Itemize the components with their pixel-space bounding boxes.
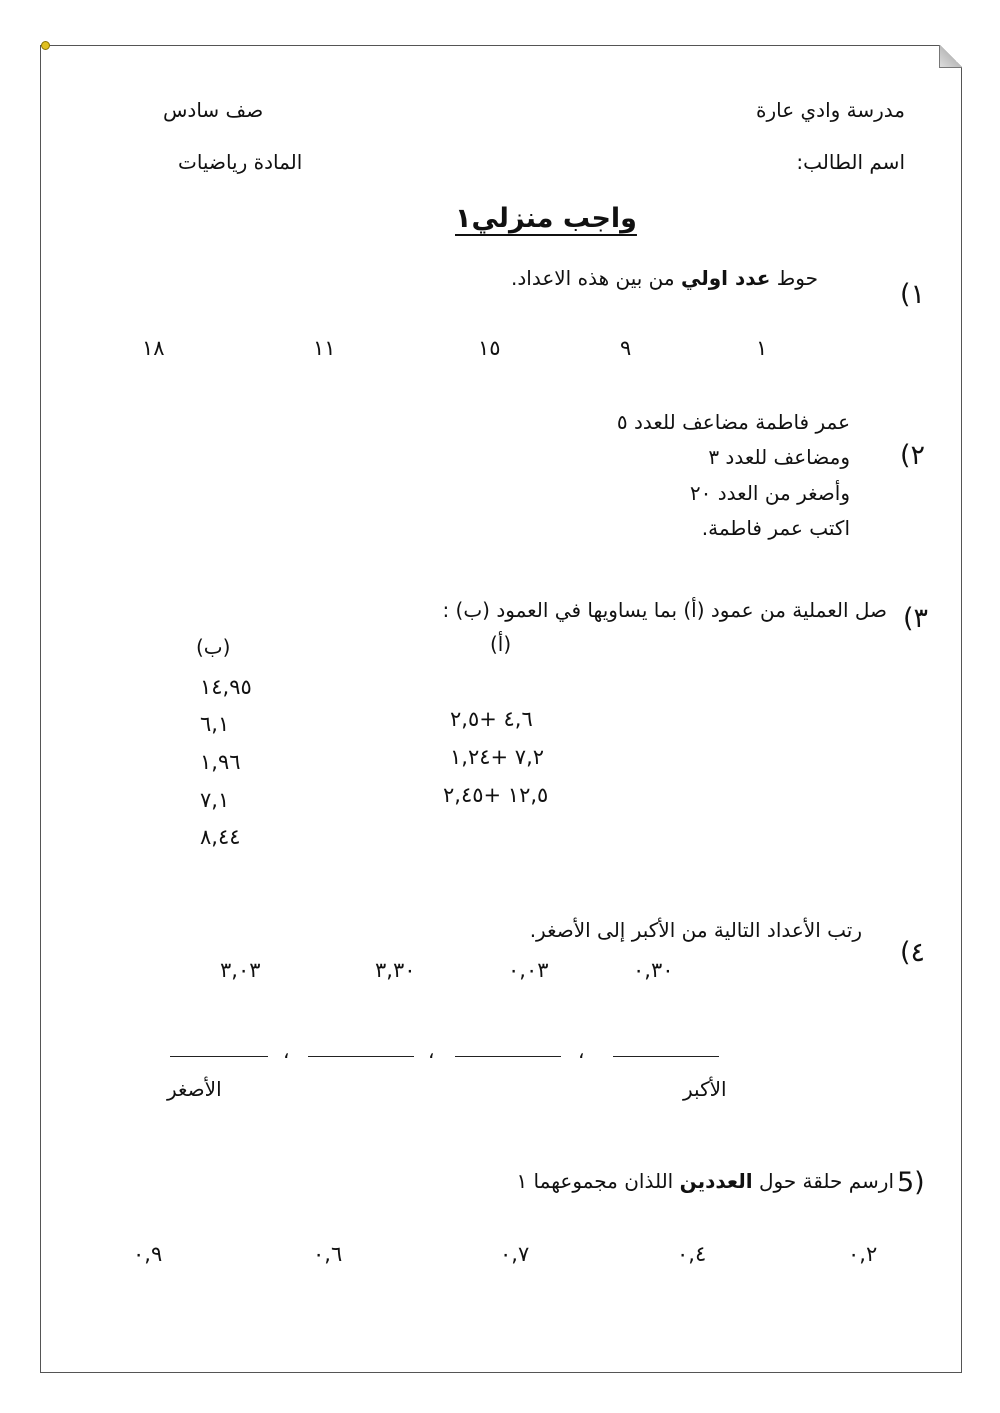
q4-answer-blank[interactable] <box>613 1056 719 1057</box>
q4-number-option: ٠,٣٠ <box>633 958 674 982</box>
q3-col-b-item[interactable]: ١,٩٦ <box>200 750 241 774</box>
q4-separator: ، <box>428 1039 435 1063</box>
q5-number-option[interactable]: ٠,٦ <box>313 1242 343 1266</box>
q3-number: ٣) <box>902 603 928 634</box>
q3-col-b-item[interactable]: ١٤,٩٥ <box>200 675 252 699</box>
q1-number-option[interactable]: ١٥ <box>478 336 501 360</box>
q5-number-option[interactable]: ٠,٢ <box>848 1242 878 1266</box>
q4-number: ٤) <box>899 937 925 968</box>
q2-line: وأصغر من العدد ٢٠ <box>689 481 850 505</box>
q2-number: ٢) <box>899 440 925 471</box>
q4-answer-blank[interactable] <box>308 1056 414 1057</box>
q1-number-option[interactable]: ٩ <box>620 336 632 360</box>
q4-number-option: ٣,٠٣ <box>220 958 261 982</box>
student-name-label: اسم الطالب: <box>796 150 905 174</box>
q1-number-option[interactable]: ١٨ <box>142 336 165 360</box>
q5-text: ارسم حلقة حول العددين اللذان مجموعهما ١ <box>516 1169 894 1193</box>
q1-number-option[interactable]: ١١ <box>313 336 336 360</box>
q2-line: عمر فاطمة مضاعف للعدد ٥ <box>616 410 850 434</box>
q5-text-bold: العددين <box>679 1169 753 1193</box>
q3-col-a-header: (أ) <box>490 632 512 656</box>
q3-col-a-item[interactable]: ٤,٦ +٢,٥ <box>450 707 533 731</box>
q3-col-b-item[interactable]: ٧,١ <box>200 788 230 812</box>
q4-answer-blank[interactable] <box>455 1056 561 1057</box>
q4-text: رتب الأعداد التالية من الأكبر إلى الأصغر. <box>529 918 862 942</box>
q1-number-option[interactable]: ١ <box>756 336 768 360</box>
q5-number-option[interactable]: ٠,٩ <box>133 1242 163 1266</box>
q3-text: صل العملية من عمود (أ) بما يساويها في العمود (ب) : <box>442 598 887 622</box>
page-fold-corner <box>939 45 962 68</box>
q5-number: 5) <box>897 1167 925 1198</box>
pin-icon <box>41 41 50 50</box>
q3-col-b-header: (ب) <box>196 635 231 659</box>
q3-col-a-item[interactable]: ٧,٢ +١,٢٤ <box>450 745 545 769</box>
q4-separator: ، <box>283 1039 290 1063</box>
q1-text-bold: عدد اولي <box>680 266 771 290</box>
q3-col-b-item[interactable]: ٦,١ <box>200 712 230 736</box>
q5-number-option[interactable]: ٠,٤ <box>677 1242 707 1266</box>
school-name: مدرسة وادي عارة <box>755 98 905 122</box>
subject-label: المادة رياضيات <box>178 150 303 174</box>
q4-number-option: ٠,٠٣ <box>508 958 549 982</box>
q1-number: ١) <box>899 279 925 310</box>
q4-separator: ، <box>578 1039 585 1063</box>
q3-col-b-item[interactable]: ٨,٤٤ <box>200 825 241 849</box>
grade-label: صف سادس <box>163 98 264 122</box>
q1-text: حوط عدد اولي من بين هذه الاعداد. <box>511 266 818 290</box>
q2-line: اكتب عمر فاطمة. <box>701 516 850 540</box>
q4-largest-label: الأكبر <box>683 1077 727 1101</box>
q4-smallest-label: الأصغر <box>167 1077 222 1101</box>
q5-number-option[interactable]: ٠,٧ <box>500 1242 530 1266</box>
q4-number-option: ٣,٣٠ <box>375 958 416 982</box>
page-title: واجب منزلي١ <box>455 203 637 234</box>
q3-col-a-item[interactable]: ١٢,٥ +٢,٤٥ <box>443 783 549 807</box>
q2-line: ومضاعف للعدد ٣ <box>708 445 850 469</box>
q4-answer-blank[interactable] <box>170 1056 268 1057</box>
